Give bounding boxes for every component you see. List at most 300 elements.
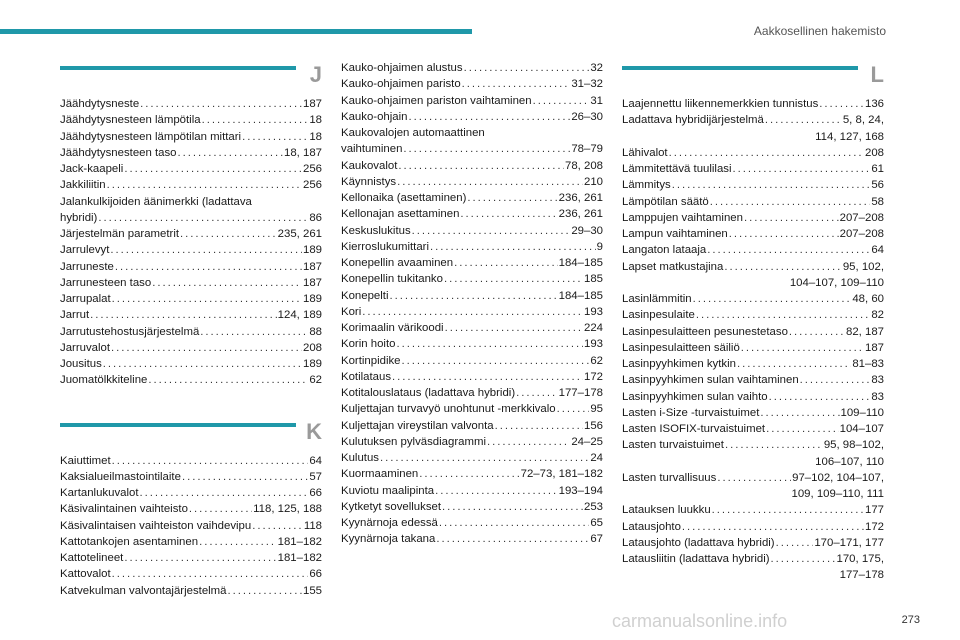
dot-leader xyxy=(124,161,302,177)
index-entry xyxy=(60,566,322,582)
entry-pages: 97–102, 104–107, xyxy=(792,471,884,484)
dot-leader xyxy=(152,275,302,291)
entry-term: Latausliitin (ladattava hybridi) xyxy=(622,553,770,565)
index-entry xyxy=(341,206,603,222)
section-divider xyxy=(622,66,858,70)
entry-term: Kyynärnoja takana xyxy=(341,533,436,546)
entry-term: Lasinpesulaitteen pesunestetaso xyxy=(622,325,788,338)
entry-term: Jäähdytysnesteen lämpötila xyxy=(60,114,201,127)
index-entry xyxy=(341,353,603,369)
entry-term: Lamppujen vaihtaminen xyxy=(622,211,743,224)
index-entry xyxy=(341,255,603,271)
index-entry xyxy=(622,437,884,453)
entry-pages: 177–178 xyxy=(558,387,603,399)
entry-pages: 177 xyxy=(864,504,884,517)
entry-pages: 78, 208 xyxy=(564,159,603,172)
index-entry xyxy=(622,340,884,356)
dot-leader xyxy=(464,60,590,76)
dot-leader xyxy=(436,531,589,547)
entry-term: Keskuslukitus xyxy=(341,224,411,237)
entry-pages: 118 xyxy=(303,519,322,532)
entry-term: Jakkiliitin xyxy=(60,179,106,192)
dot-leader xyxy=(112,291,302,307)
dot-leader xyxy=(439,515,589,531)
index-entry xyxy=(341,190,603,206)
dot-leader xyxy=(124,550,276,566)
entry-pages: 235, 261 xyxy=(277,228,322,240)
index-entry xyxy=(622,177,884,193)
entry-pages: 95, 98–102, xyxy=(823,439,884,452)
entry-term: Jarrut xyxy=(60,309,90,322)
index-entry xyxy=(60,534,322,550)
index-entry xyxy=(341,515,603,531)
index-entry xyxy=(341,239,603,255)
dot-leader xyxy=(402,353,590,369)
dot-leader xyxy=(412,223,571,239)
index-entry xyxy=(622,194,884,210)
dot-leader xyxy=(409,109,571,125)
dot-leader xyxy=(741,340,864,356)
entry-pages: 256 xyxy=(302,179,322,192)
entry-term: Jäähdytysneste xyxy=(60,98,140,110)
entry-pages: 187 xyxy=(302,98,322,110)
dot-leader xyxy=(712,502,864,518)
dot-leader xyxy=(199,534,277,550)
index-entry-continuation: 109, 109–110, 111 xyxy=(791,488,884,500)
index-entry xyxy=(60,501,322,517)
entry-pages: 256 xyxy=(302,163,322,175)
entry-pages: 61 xyxy=(871,163,884,175)
index-entry xyxy=(341,109,603,125)
entry-pages: 95 xyxy=(590,403,603,416)
entry-pages: 67 xyxy=(590,533,603,546)
dot-leader xyxy=(252,518,303,534)
dot-leader xyxy=(442,499,583,515)
index-entry xyxy=(60,291,322,307)
index-entry xyxy=(341,271,603,287)
index-entry xyxy=(341,125,603,141)
entry-pages: 118, 125, 188 xyxy=(253,503,322,516)
entry-term: Kortinpidike xyxy=(341,354,401,367)
entry-pages: 78–79 xyxy=(571,143,603,156)
entry-term: Kotitalouslataus (ladattava hybridi) xyxy=(341,387,516,399)
dot-leader xyxy=(110,242,302,258)
entry-term: Kierroslukumittari xyxy=(341,240,429,253)
dot-leader xyxy=(737,356,851,372)
dot-leader xyxy=(669,145,864,161)
entry-term: Käsivalintaisen vaihteiston vaihdevipu xyxy=(60,519,252,532)
entry-pages: 64 xyxy=(309,454,322,467)
entry-pages: 184–185 xyxy=(558,289,603,302)
dot-leader xyxy=(392,369,583,385)
entry-term: Lämmitettävä tuulilasi xyxy=(622,163,732,175)
index-entry xyxy=(622,242,884,258)
entry-pages: 86 xyxy=(309,211,322,224)
index-entry xyxy=(341,76,603,92)
index-entry xyxy=(622,291,884,307)
entry-term: Lasinpesulaite xyxy=(622,309,695,322)
entry-term: Lasinpesulaitteen säiliö xyxy=(622,341,740,354)
dot-leader xyxy=(487,434,570,450)
entry-term: Käsivalintainen vaihteisto xyxy=(60,503,188,516)
index-entry xyxy=(60,469,322,485)
entry-term: Jalankulkijoiden äänimerkki (ladattava xyxy=(60,195,252,208)
entry-term: Jarrunesteen taso xyxy=(60,276,152,289)
index-column-2 xyxy=(341,60,603,548)
index-entry xyxy=(622,307,884,323)
dot-leader xyxy=(445,320,583,336)
dot-leader xyxy=(390,288,558,304)
index-entry xyxy=(341,369,603,385)
entry-term: Lasten turvallisuus xyxy=(622,471,717,484)
dot-leader xyxy=(460,206,557,222)
dot-leader xyxy=(707,242,870,258)
index-entry xyxy=(622,551,884,567)
entry-pages: 5, 8, 24, xyxy=(842,114,884,127)
entry-pages: 236, 261 xyxy=(558,208,603,221)
section-header xyxy=(60,419,322,447)
index-entry xyxy=(60,340,322,356)
entry-term: Kaukovalot xyxy=(341,159,398,172)
index-entry xyxy=(341,483,603,499)
index-entry xyxy=(622,161,884,177)
entry-term: Kytketyt sovellukset xyxy=(341,500,442,513)
dot-leader xyxy=(419,466,519,482)
entry-pages: 181–182 xyxy=(277,535,322,548)
dot-leader xyxy=(693,291,852,307)
dot-leader xyxy=(90,307,277,323)
entry-term: Kuormaaminen xyxy=(341,468,419,481)
entry-pages: 193 xyxy=(583,338,603,351)
section-divider xyxy=(60,423,296,427)
index-entry xyxy=(622,112,884,128)
entry-term: Jarrupalat xyxy=(60,293,111,305)
index-entry-continuation: 104–107, 109–110 xyxy=(789,276,884,289)
index-entry xyxy=(341,223,603,239)
dot-leader xyxy=(380,450,589,466)
entry-term: Jack-kaapeli xyxy=(60,163,124,175)
entry-pages: 224 xyxy=(583,322,603,334)
entry-term: Lasten turvaistuimet xyxy=(622,439,724,452)
dot-leader xyxy=(725,437,823,453)
entry-pages: 48, 60 xyxy=(852,293,884,305)
entry-term: Kellonajan asettaminen xyxy=(341,208,460,221)
dot-leader xyxy=(200,324,308,340)
index-entry xyxy=(60,177,322,193)
entry-term: Kuljettajan vireystilan valvonta xyxy=(341,419,494,432)
header-accent-bar xyxy=(0,29,472,34)
entry-term: Kauko-ohjain xyxy=(341,110,408,123)
entry-pages: 18 xyxy=(309,114,322,127)
page-header-title: Aakkosellinen hakemisto xyxy=(753,24,886,38)
entry-term: Lasten i-Size -turvaistuimet xyxy=(622,406,760,419)
entry-term: Jousitus xyxy=(60,358,102,370)
index-entry xyxy=(341,418,603,434)
entry-pages: 189 xyxy=(302,293,322,305)
dot-leader xyxy=(800,372,871,388)
index-entry xyxy=(622,356,884,372)
entry-pages: 187 xyxy=(864,341,884,354)
entry-pages: 208 xyxy=(302,341,322,354)
index-entry xyxy=(341,60,603,76)
index-entry-continuation: 114, 127, 168 xyxy=(815,130,884,143)
entry-pages: 66 xyxy=(309,568,322,581)
entry-term: Kellonaika (asettaminen) xyxy=(341,192,467,204)
entry-term: Juomatölkkiteline xyxy=(60,374,148,387)
dot-leader xyxy=(495,418,583,434)
dot-leader xyxy=(362,304,583,320)
entry-term: Lasinpyyhkimen sulan vaihto xyxy=(622,390,768,403)
index-entry xyxy=(60,518,322,534)
entry-pages: 207–208 xyxy=(839,228,884,240)
index-entry xyxy=(622,145,884,161)
index-entry xyxy=(622,502,884,518)
index-entry xyxy=(60,226,322,242)
dot-leader xyxy=(107,177,302,193)
entry-term: Jarrulevyt xyxy=(60,244,110,257)
entry-pages: 58 xyxy=(871,195,884,208)
index-entry xyxy=(622,405,884,421)
index-entry xyxy=(341,288,603,304)
dot-leader xyxy=(760,405,839,421)
index-entry xyxy=(60,210,322,226)
entry-term: vaihtuminen xyxy=(341,143,403,156)
dot-leader xyxy=(148,372,308,388)
index-entry xyxy=(341,499,603,515)
entry-term: Kaksialueilmastointilaite xyxy=(60,470,181,483)
index-entry xyxy=(60,324,322,340)
entry-pages: 95, 102, xyxy=(842,260,884,273)
entry-pages: 236, 261 xyxy=(558,192,603,204)
index-entry xyxy=(60,129,322,145)
entry-pages: 57 xyxy=(309,470,322,483)
entry-term: Kartanlukuvalot xyxy=(60,487,139,499)
entry-pages: 189 xyxy=(302,358,322,370)
dot-leader xyxy=(696,307,871,323)
index-entry xyxy=(60,453,322,469)
entry-pages: 181–182 xyxy=(277,552,322,564)
entry-pages: 82, 187 xyxy=(845,325,884,338)
entry-pages: 29–30 xyxy=(571,224,603,237)
section-spacer xyxy=(60,389,322,419)
index-entry-continuation: 177–178 xyxy=(839,569,884,582)
index-entry xyxy=(60,583,322,599)
entry-term: Konepelti xyxy=(341,289,389,302)
entry-term: Kuljettajan turvavyö unohtunut -merkkivalo xyxy=(341,403,556,416)
dot-leader xyxy=(533,93,590,109)
dot-leader xyxy=(430,239,596,255)
entry-pages: 83 xyxy=(871,374,884,387)
dot-leader xyxy=(766,421,839,437)
entry-term: hybridi) xyxy=(60,211,98,224)
entry-pages: 155 xyxy=(302,584,322,597)
section-header xyxy=(60,62,322,90)
dot-leader xyxy=(672,177,871,193)
entry-pages: 18, 187 xyxy=(283,146,322,159)
dot-leader xyxy=(103,356,302,372)
dot-leader xyxy=(744,210,839,226)
entry-pages: 64 xyxy=(871,244,884,257)
entry-term: Kattotelineet xyxy=(60,552,124,564)
dot-leader xyxy=(682,519,864,535)
index-entry xyxy=(341,141,603,157)
entry-pages: 32 xyxy=(590,62,603,74)
index-entry xyxy=(622,372,884,388)
dot-leader xyxy=(467,190,557,206)
entry-pages: 253 xyxy=(583,500,603,513)
entry-term: Kuviotu maalipinta xyxy=(341,484,435,497)
index-entry xyxy=(622,259,884,275)
entry-term: Latausjohto (ladattava hybridi) xyxy=(622,536,775,549)
entry-pages: 88 xyxy=(309,325,322,338)
dot-leader xyxy=(771,551,836,567)
entry-term: Kori xyxy=(341,305,362,318)
entry-term: Jäähdytysnesteen taso xyxy=(60,146,177,159)
dot-leader xyxy=(397,174,583,190)
index-entry xyxy=(341,320,603,336)
page-number: 273 xyxy=(901,614,920,626)
section-letter: L xyxy=(870,62,884,87)
entry-pages: 156 xyxy=(583,419,603,432)
entry-term: Kauko-ohjaimen paristo xyxy=(341,78,461,91)
entry-pages: 81–83 xyxy=(852,358,884,370)
index-entry xyxy=(341,385,603,401)
dot-leader xyxy=(112,566,309,582)
entry-term: Lasinpyyhkimen kytkin xyxy=(622,358,736,370)
entry-pages: 207–208 xyxy=(839,211,884,224)
dot-leader xyxy=(398,158,564,174)
dot-leader xyxy=(140,96,302,112)
index-entry xyxy=(341,304,603,320)
entry-pages: 72–73, 181–182 xyxy=(520,468,603,481)
entry-pages: 193–194 xyxy=(558,484,603,497)
entry-term: Lasinpyyhkimen sulan vaihtaminen xyxy=(622,374,799,387)
index-entry xyxy=(60,356,322,372)
index-entry xyxy=(622,421,884,437)
entry-term: Kauko-ohjaimen alustus xyxy=(341,62,463,74)
entry-term: Kauko-ohjaimen pariston vaihtaminen xyxy=(341,94,532,107)
dot-leader xyxy=(189,501,252,517)
entry-pages: 136 xyxy=(864,98,884,110)
dot-leader xyxy=(454,255,558,271)
index-entry xyxy=(341,466,603,482)
dot-leader xyxy=(228,583,302,599)
index-entry xyxy=(622,535,884,551)
entry-term: Konepellin avaaminen xyxy=(341,257,454,269)
entry-term: Latausjohto xyxy=(622,520,681,533)
dot-leader xyxy=(776,535,814,551)
entry-term: Katvekulman valvontajärjestelmä xyxy=(60,584,227,597)
entry-term: Korimaalin värikoodi xyxy=(341,322,444,334)
entry-term: Lampun vaihtaminen xyxy=(622,228,728,240)
index-entry xyxy=(622,324,884,340)
index-entry xyxy=(60,550,322,566)
dot-leader xyxy=(178,145,283,161)
entry-pages: 189 xyxy=(302,244,322,257)
index-entry xyxy=(622,226,884,242)
entry-term: Jarrutustehostusjärjestelmä xyxy=(60,325,200,338)
entry-pages: 9 xyxy=(596,240,603,253)
dot-leader xyxy=(819,96,864,112)
index-entry xyxy=(341,531,603,547)
entry-term: Kulutuksen pylväsdiagrammi xyxy=(341,435,486,448)
dot-leader xyxy=(112,453,309,469)
section-letter: K xyxy=(306,418,322,444)
index-entry xyxy=(60,145,322,161)
index-entry xyxy=(622,519,884,535)
entry-term: Konepellin tukitanko xyxy=(341,273,443,286)
index-entry xyxy=(60,161,322,177)
entry-pages: 124, 189 xyxy=(277,309,322,322)
entry-pages: 65 xyxy=(590,517,603,529)
dot-leader xyxy=(180,226,277,242)
index-entry xyxy=(622,389,884,405)
entry-pages: 66 xyxy=(309,487,322,499)
index-column-3 xyxy=(622,62,884,584)
dot-leader xyxy=(710,194,871,210)
entry-pages: 193 xyxy=(583,305,603,318)
index-entry xyxy=(60,307,322,323)
entry-pages: 104–107 xyxy=(839,423,884,435)
entry-pages: 210 xyxy=(583,175,603,188)
entry-pages: 208 xyxy=(864,146,884,159)
entry-term: Lämmitys xyxy=(622,179,671,192)
dot-leader xyxy=(98,210,308,226)
index-entry-continuation: 106–107, 110 xyxy=(815,455,884,468)
dot-leader xyxy=(396,336,583,352)
dot-leader xyxy=(769,389,871,405)
entry-pages: 24–25 xyxy=(571,435,603,448)
entry-pages: 24 xyxy=(590,452,603,464)
dot-leader xyxy=(789,324,845,340)
dot-leader xyxy=(140,485,309,501)
dot-leader xyxy=(717,470,791,486)
entry-term: Kaukovalojen automaattinen xyxy=(341,127,485,139)
entry-term: Lasten ISOFIX-turvaistuimet xyxy=(622,423,766,435)
entry-pages: 26–30 xyxy=(571,110,603,123)
entry-pages: 184–185 xyxy=(558,257,603,269)
index-entry xyxy=(60,242,322,258)
index-entry xyxy=(622,210,884,226)
entry-term: Kattotankojen asentaminen xyxy=(60,535,199,548)
dot-leader xyxy=(462,76,571,92)
dot-leader xyxy=(724,259,842,275)
entry-pages: 18 xyxy=(309,130,322,143)
dot-leader xyxy=(516,385,558,401)
watermark: carmanualsonline.info xyxy=(612,611,788,631)
entry-term: Kattovalot xyxy=(60,568,111,581)
entry-pages: 62 xyxy=(590,354,603,367)
dot-leader xyxy=(729,226,839,242)
entry-term: Jarruneste xyxy=(60,260,114,273)
entry-term: Kotilataus xyxy=(341,370,392,383)
entry-term: Järjestelmän parametrit xyxy=(60,228,180,240)
entry-term: Lasinlämmitin xyxy=(622,293,692,305)
index-entry xyxy=(60,372,322,388)
entry-term: Langaton lataaja xyxy=(622,244,707,257)
index-entry xyxy=(341,450,603,466)
index-entry xyxy=(60,112,322,128)
section-divider xyxy=(60,66,296,70)
entry-pages: 170–171, 177 xyxy=(814,536,884,549)
dot-leader xyxy=(733,161,871,177)
entry-term: Korin hoito xyxy=(341,338,396,351)
index-entry xyxy=(60,194,322,210)
index-entry xyxy=(60,96,322,112)
dot-leader xyxy=(242,129,308,145)
entry-pages: 82 xyxy=(871,309,884,322)
index-entry xyxy=(341,434,603,450)
